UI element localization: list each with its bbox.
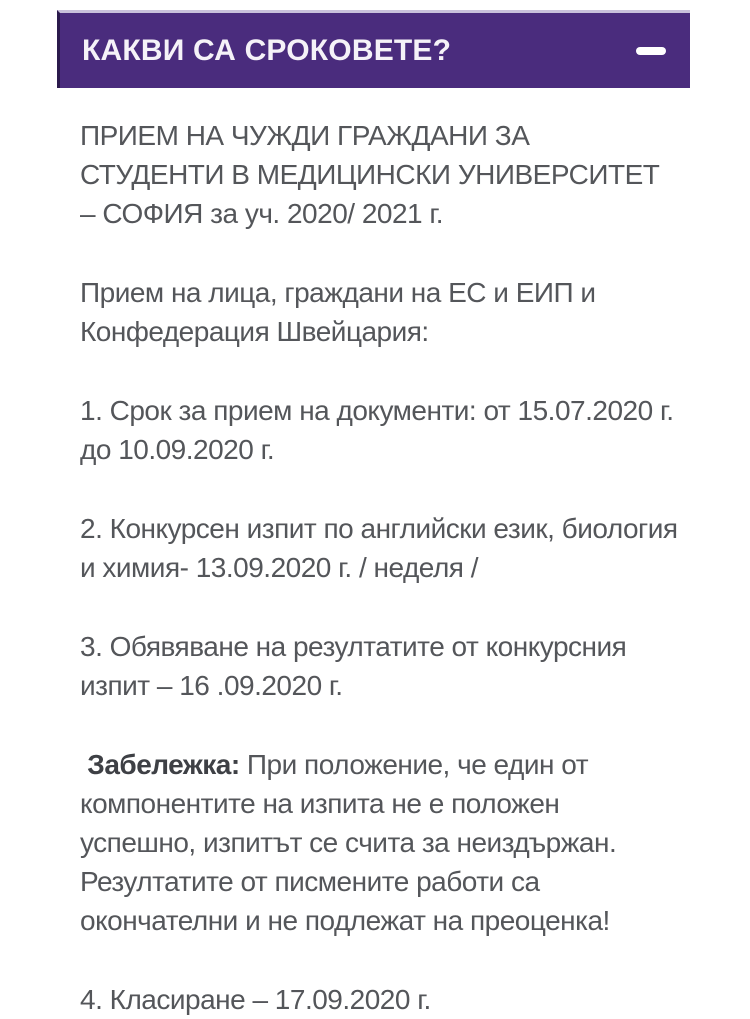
paragraph-eligibility: Прием на лица, граждани на ЕС и ЕИП и Конфедерация Швейцария: <box>80 277 596 347</box>
accordion-panel <box>57 10 690 1019</box>
minus-icon[interactable] <box>636 47 666 55</box>
page <box>0 10 750 1015</box>
paragraph-deadline-documents: 1. Срок за прием на документи: от 15.07.2020 г. до 10.09.2020 г. <box>80 395 674 465</box>
note-label: Забележка: <box>80 749 240 780</box>
accordion-title: КАКВИ СА СРОКОВЕТЕ? <box>82 33 452 67</box>
paragraph-note <box>80 745 680 940</box>
paragraph-deadline-ranking: 4. Класиране – 17.09.2020 г. <box>80 984 431 1015</box>
paragraph-deadline-results: 3. Обявяване на резултатите от конкурсния изпит – 16 .09.2020 г. <box>80 631 627 701</box>
paragraph-deadline-exam: 2. Конкурсен изпит по английски език, биология и химия- 13.09.2020 г. / неделя / <box>80 513 678 583</box>
accordion-body <box>57 88 690 1019</box>
note-text: При положение, че един от компонентите на изпита не е положен успешно, изпитът се счита за неиздържан. Резултатите от писмените работи са окончателни и не подлежат на преоценка! <box>80 749 624 936</box>
accordion-header[interactable] <box>57 10 690 88</box>
paragraph-admission-intro: ПРИЕМ НА ЧУЖДИ ГРАЖДАНИ ЗА СТУДЕНТИ В МЕДИЦИНСКИ УНИВЕРСИТЕТ – СОФИЯ за уч. 2020/ 2021 г. <box>80 120 660 229</box>
